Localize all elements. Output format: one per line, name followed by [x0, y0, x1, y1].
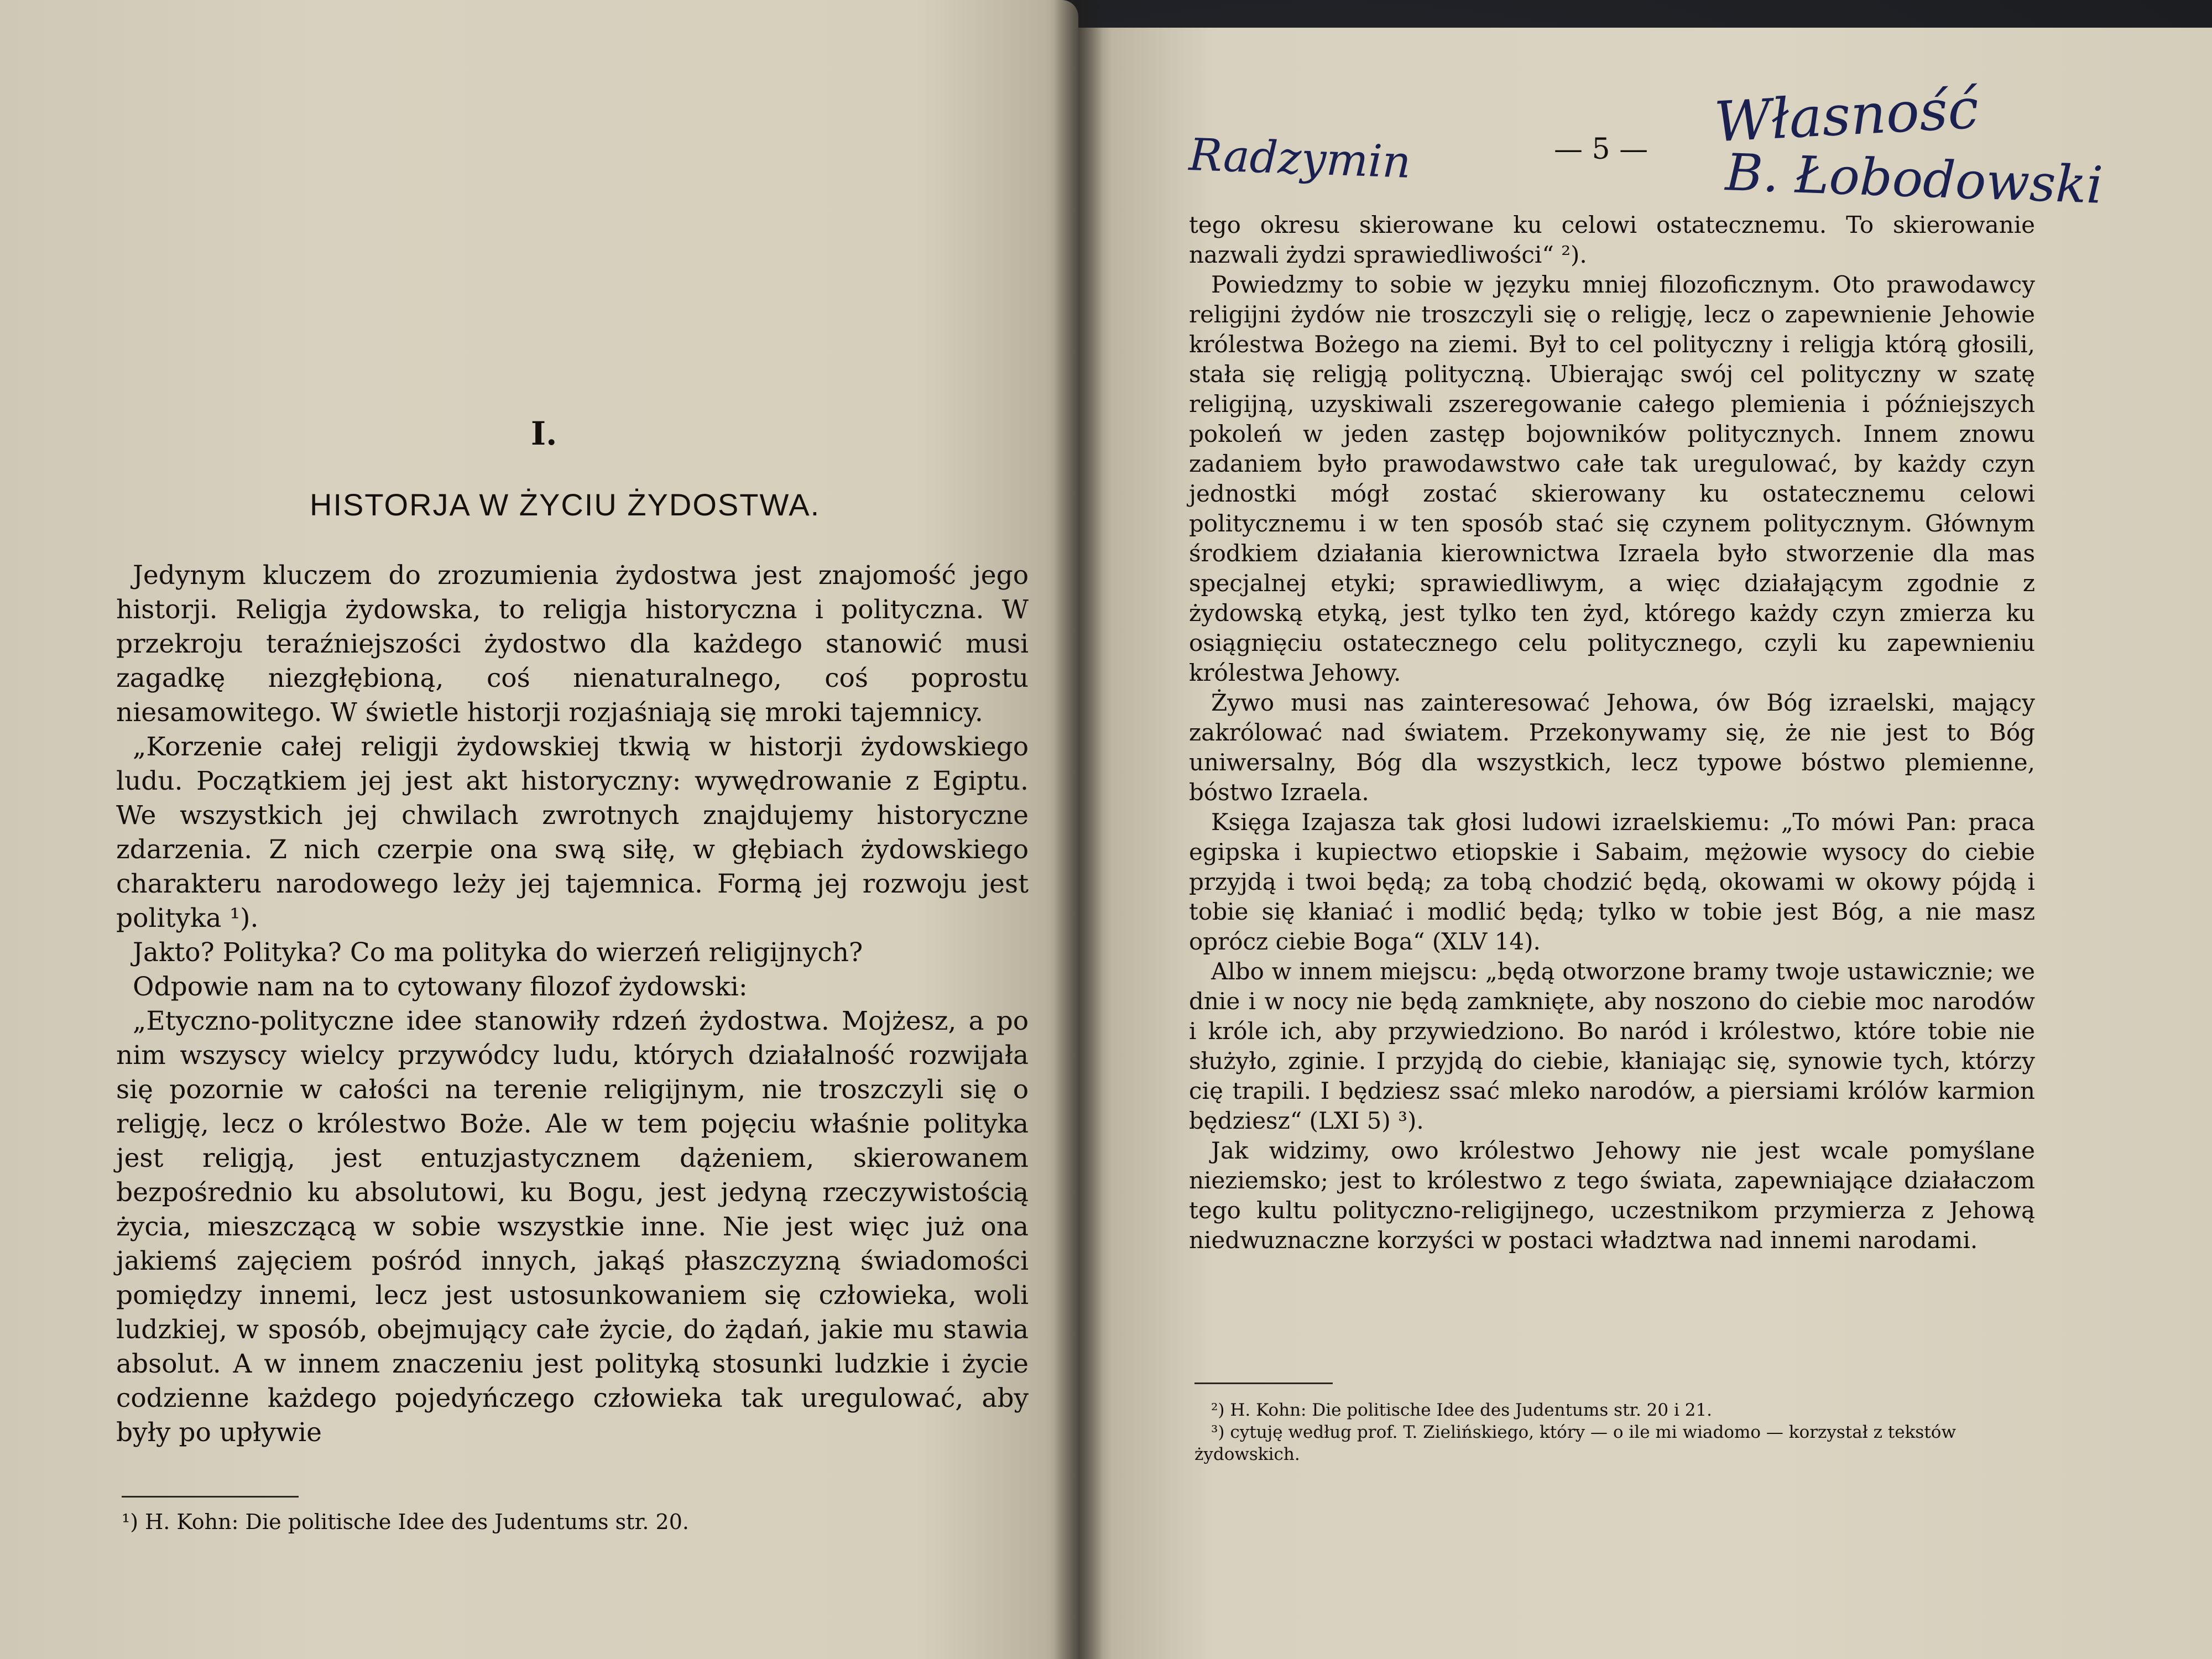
book-gutter	[1053, 0, 1103, 1659]
right-body-text	[1189, 210, 2035, 1255]
paragraph: Jakto? Polityka? Co ma polityka do wierzeń religijnych?	[133, 937, 863, 968]
footnote: ³) cytuję według prof. T. Zielińskiego, który — o ile mi wiadomo — korzystał z tekstów żydowskich.	[1194, 1422, 1956, 1464]
page-number: — 5 —	[1554, 133, 1648, 166]
handwritten-place-name: Radzymin	[1188, 129, 1412, 188]
chapter-title: HISTORJA W ŻYCIU ŻYDOSTWA.	[310, 487, 821, 522]
paragraph: „Etyczno-polityczne idee stanowiły rdzeń żydostwa. Mojżesz, a po nim wszyscy wielcy przywódcy ludu, których działalność rozwijała się pozornie w całości na terenie religijnym, nie troszczyli się o religję, lecz o królestwo Boże. Ale w tem pojęciu właśnie polityka jest religją, jest entuzjastycznem dążeniem, skierowanem bezpośrednio ku absolutowi, ku Bogu, jest jedyną rzeczywistością życia, mieszczącą w sobie wszystkie inne. Nie jest więc już ona jakiemś zajęciem pośród innych, jakąś płaszczyzną świadomości pomiędzy innemi, lecz jest ustosunkowaniem się człowieka, woli ludzkiej, w sposób, obejmujący całe życie, do żądań, jakie mu stawia absolut. A w innem znaczeniu jest polityką stosunki ludzkie i życie codzienne każdego pojedyńczego człowieka tak uregulować, aby były po upływie	[116, 1006, 1029, 1448]
chapter-number: I.	[531, 415, 557, 452]
paragraph: Jedynym kluczem do zrozumienia żydostwa jest znajomość jego historji. Religja żydowska, to religja historyczna i polityczna. W przekroju teraźniejszości żydostwo dla każdego stanowić musi zagadkę niezgłębioną, coś nienaturalnego, coś poprostu niesamowitego. W świetle historji rozjaśniają się mroki tajemnicy.	[116, 560, 1029, 728]
paragraph: Odpowie nam na to cytowany filozof żydowski:	[133, 972, 748, 1002]
paragraph: Jak widzimy, owo królestwo Jehowy nie jest wcale pomyślane nieziemsko; jest to królestwo z tego świata, zapewniające działaczom tego kultu polityczno-religijnego, uczestnikom przymierza z Jehową niedwuznaczne korzyści w postaci władztwa nad innemi narodami.	[1189, 1137, 2035, 1254]
paragraph: tego okresu skierowane ku celowi ostatecznemu. To skierowanie nazwali żydzi sprawiedliwości“ ²).	[1189, 211, 2035, 268]
handwritten-owner-name: B. Łobodowski	[1724, 143, 2104, 215]
paragraph: Księga Izajasza tak głosi ludowi izraelskiemu: „To mówi Pan: praca egipska i kupiectwo etiopskie i Sabaim, mężowie wysocy do ciebie przyjdą i twoi będą; za tobą chodzić będą, okowami w okowy pójdą i tobie się kłaniać i modlić będą; tylko w tobie jest Bóg, a nie masz oprócz ciebie Boga“ (XLV 14).	[1189, 808, 2035, 955]
paragraph: „Korzenie całej religji żydowskiej tkwią w historji żydowskiego ludu. Początkiem jej jest akt historyczny: wywędrowanie z Egiptu. We wszystkich jej chwilach zwrotnych znajdujemy historyczne zdarzenia. Z nich czerpie ona swą siłę, w głębiach żydowskiego charakteru narodowego leży jej tajemnica. Formą jej rozwoju jest polityka ¹).	[116, 732, 1029, 933]
footnote: ²) H. Kohn: Die politische Idee des Judentums str. 20 i 21.	[1211, 1400, 1713, 1420]
paragraph: Albo w innem miejscu: „będą otworzone bramy twoje ustawicznie; we dnie i w nocy nie będą zamknięte, aby noszono do ciebie moc narodów i króle ich, aby przywiedziono. Bo naród i królestwo, które tobie nie służyło, zginie. I przyjdą do ciebie, kłaniając się, synowie tych, którzy cię trapili. I będziesz ssać mleko narodów, a piersiami królów karmion będziesz“ (LXI 5) ³).	[1189, 958, 2035, 1134]
footnotes	[1194, 1399, 2035, 1465]
handwritten-ownership-note: Własność	[1713, 76, 1980, 155]
footnote: ¹) H. Kohn: Die politische Idee des Judentums str. 20.	[122, 1510, 689, 1534]
paragraph: Żywo musi nas zainteresować Jehowa, ów Bóg izraelski, mający zakrólować nad światem. Przekonywamy się, że nie jest to Bóg uniwersalny, Bóg dla wszystkich, lecz typowe bóstwo plemienne, bóstwo Izraela.	[1189, 689, 2035, 806]
left-body-text	[116, 559, 1029, 1450]
footnote-divider	[122, 1496, 299, 1498]
paragraph: Powiedzmy to sobie w języku mniej filozoficznym. Oto prawodawcy religijni żydów nie troszczyli się o religję, lecz o zapewnienie Jehowie królestwa Bożego na ziemi. Był to cel polityczny i religja którą głosili, stała się religją polityczną. Ubierając swój cel polityczny w szatę religijną, uzyskiwali zszeregowanie całego plemienia i późniejszych pokoleń w jeden zastęp bojowników politycznych. Innem znowu zadaniem było prawodawstwo całe tak uregulować, by każdy czyn jednostki mógł zostać skierowany ku ostatecznemu celowi politycznemu i w ten sposób stać się czynem politycznym. Głównym środkiem działania kierownictwa Izraela było stworzenie dla mas specjalnej etyki; sprawiedliwym, a więc działającym zgodnie z żydowską etyką, jest tylko ten żyd, którego każdy czyn zmierza ku osiągnięciu ostatecznego celu politycznego, czyli ku zapewnieniu królestwa Jehowy.	[1189, 271, 2035, 686]
footnote-divider	[1194, 1383, 1333, 1384]
